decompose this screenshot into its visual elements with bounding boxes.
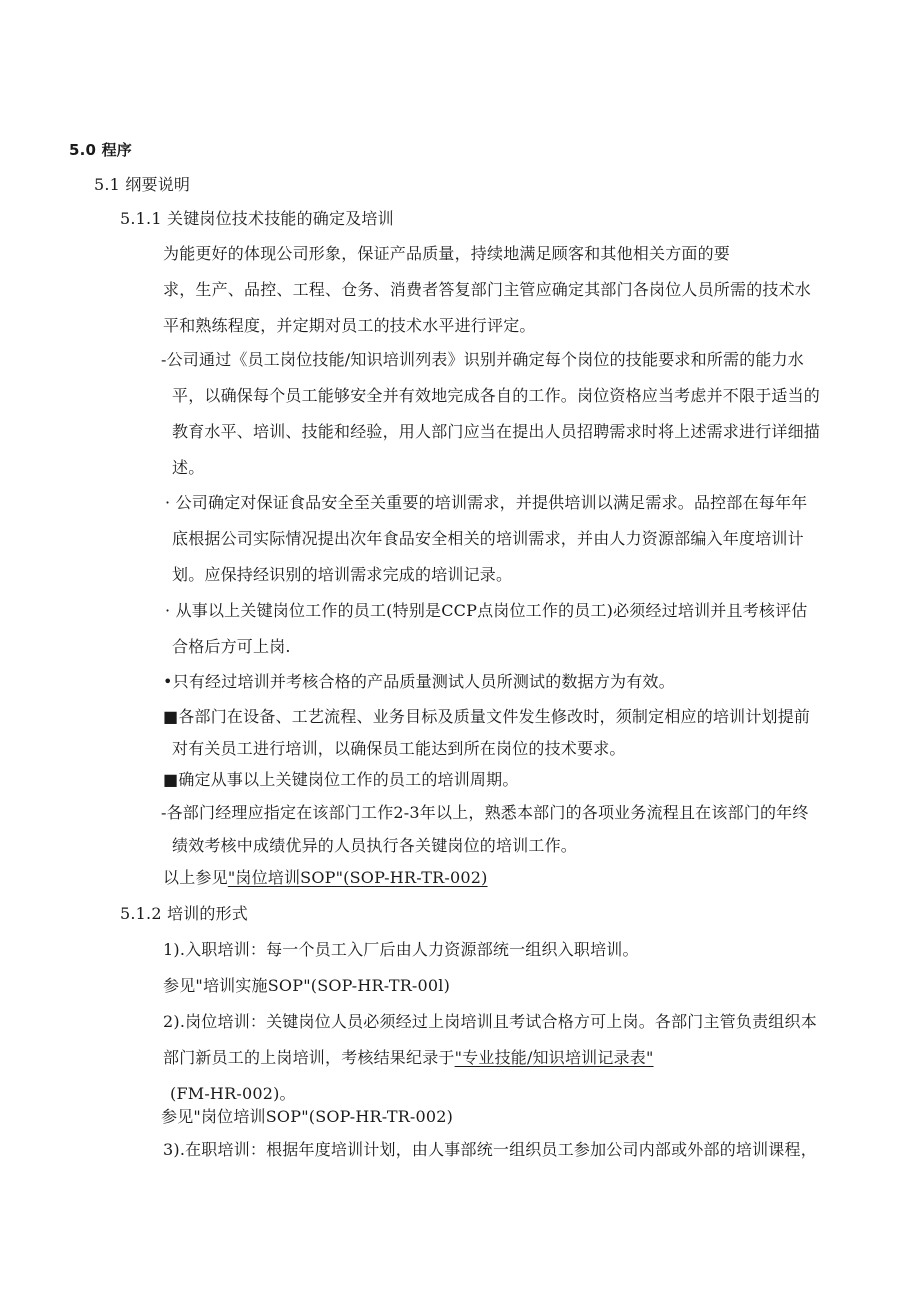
subsubsection-title: 5.1.1 关键岗位技术技能的确定及培训 [120,209,394,228]
paragraph-line: (FM-HR-002)。 [170,1084,296,1103]
paragraph-line: 划。应保持经识别的培训需求完成的培训记录。 [172,565,513,584]
reference-prefix: 以上参见 [163,868,228,887]
subsection-title: 5.1 纲要说明 [94,175,191,194]
bullet-line: · 公司确定对保证食品安全至关重要的培训需求，并提供培训以满足需求。品控部在每年年 [165,493,808,512]
list-item: 1).入职培训：每一个员工入厂后由人力资源部统一组织入职培训。 [163,940,639,959]
paragraph-line: -各部门经理应指定在该部门工作2-3年以上，熟悉本部门的各项业务流程且在该部门的年终 [161,803,809,822]
paragraph-line: 教育水平、培训、技能和经验，用人部门应当在提出人员招聘需求时将上述需求进行详细描 [172,422,821,441]
paragraph-line: 平和熟练程度，并定期对员工的技术水平进行评定。 [163,316,536,335]
paragraph-line [163,1048,654,1068]
reference-line [163,868,488,888]
list-item-text: 部门新员工的上岗培训，考核结果纪录于 [163,1048,455,1067]
paragraph-line: 对有关员工进行培训，以确保员工能达到所在岗位的技术要求。 [172,739,626,758]
paragraph-line: 平，以确保每个员工能够安全并有效地完成各自的工作。岗位资格应当考虑并不限于适当的 [172,386,821,405]
paragraph-line: -公司通过《员工岗位技能/知识培训列表》识别并确定每个岗位的技能要求和所需的能力水 [161,350,804,369]
paragraph-line: 述。 [172,458,205,477]
reference-line: 参见"培训实施SOP"(SOP-HR-TR-00l) [163,976,451,995]
sop-reference-link[interactable]: "岗位培训SOP"(SOP-HR-TR-002) [227,868,488,887]
list-item: 2).岗位培训：关键岗位人员必须经过上岗培训且考试合格方可上岗。各部门主管负责组织本 [163,1012,817,1031]
bullet-line: ■确定从事以上关键岗位工作的员工的培训周期。 [163,770,519,789]
paragraph-line: 合格后方可上岗. [172,637,291,656]
list-item: 3).在职培训：根据年度培训计划，由人事部统一组织员工参加公司内部或外部的培训课程， [163,1140,817,1159]
section-heading: 5.0 程序 [69,141,132,159]
reference-line: 参见"岗位培训SOP"(SOP-HR-TR-002) [161,1107,454,1126]
bullet-line: ■各部门在设备、工艺流程、业务目标及质量文件发生修改时，须制定相应的培训计划提前 [163,707,811,726]
subsubsection-title: 5.1.2 培训的形式 [120,904,248,923]
paragraph-line: 绩效考核中成绩优异的人员执行各关键岗位的培训工作。 [172,836,578,855]
form-reference-link[interactable]: "专业技能/知识培训记录表" [454,1048,654,1067]
paragraph-line: 为能更好的体现公司形象，保证产品质量，持续地满足顾客和其他相关方面的要 [163,244,731,263]
bullet-line: · 从事以上关键岗位工作的员工(特别是CCP点岗位工作的员工)必须经过培训并且考核评估 [165,601,808,620]
bullet-line: •只有经过培训并考核合格的产品质量测试人员所测试的数据方为有效。 [163,672,675,691]
paragraph-line: 求，生产、品控、工程、仓务、消费者答复部门主管应确定其部门各岗位人员所需的技术水 [163,280,812,299]
paragraph-line: 底根据公司实际情况提出次年食品安全相关的培训需求，并由人力资源部编入年度培训计 [172,529,804,548]
